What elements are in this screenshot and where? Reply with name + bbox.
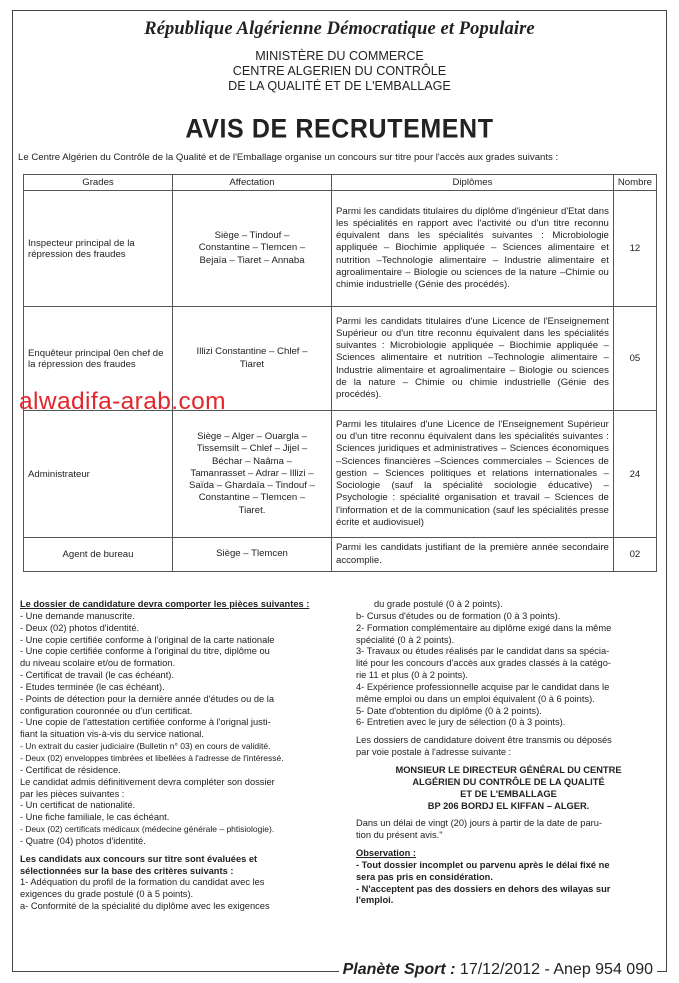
table-header-row	[24, 175, 657, 191]
newspaper-name: Planète Sport :	[342, 961, 456, 978]
diplomes-cell: Parmi les candidats titulaires du diplôme d'ingénieur d'Etat dans les spécialités en rapport avec l'activité ou d'un titre reconnu équivalent dans les spécialités suivantes : Microbiologie appliquée – Biochimie appliquée – Sciences alimentaire et nutrition –Technologie alimentaire – Industrie alimentaire et agroalimentaire – Biologie ou sciences de la nature –Chimie ou chimie industrielle (Génie des procédés).	[332, 191, 614, 307]
dossier-item: - Certificat de résidence.	[20, 764, 121, 775]
dossier-item: - Deux (02) enveloppes timbrées et libellées à l'adresse de l'intéressé.	[20, 752, 284, 763]
recruitment-notice-page	[12, 10, 667, 972]
address-line: BP 206 BORDJ EL KIFFAN – ALGER.	[427, 800, 590, 811]
affectation-line: Tiaret	[239, 358, 265, 370]
header-affectation: Affectation	[173, 175, 332, 191]
send-text: par voie postale à l'adresse suivante :	[356, 747, 512, 758]
ministry-heading	[13, 49, 666, 94]
grades-table	[23, 174, 657, 572]
criteria-item: exigences du grade postulé (0 à 5 points).	[20, 889, 194, 900]
republic-heading: République Algérienne Démocratique et Populaire	[144, 19, 535, 39]
affectation-line: Siège – Tindouf –	[214, 230, 290, 242]
observation-item: - Tout dossier incomplet ou parvenu après le délai fixé ne	[356, 859, 610, 870]
affectation-line: Constantine – Tlemcen –	[198, 242, 306, 254]
affectation-line: Illizi Constantine – Chlef –	[196, 346, 308, 358]
affectation-line: Siège – Alger – Ouargla –	[197, 431, 307, 443]
criteria-item: 2- Formation complémentaire au diplôme exigé dans la même	[356, 622, 612, 633]
send-text: Les dossiers de candidature doivent être transmis ou déposés	[356, 735, 612, 746]
criteria-item: b- Cursus d'études ou de formation (0 à 3 points).	[356, 610, 561, 621]
intro-text: Le Centre Algérien du Contrôle de la Qualité et de l'Emballage organise un concours sur titre pour l'accès aux grades suivants :	[18, 152, 559, 163]
table-row	[24, 538, 657, 572]
address-line: MONSIEUR LE DIRECTEUR GÉNÉRAL DU CENTRE	[395, 764, 622, 775]
dossier-item: - Une copie de l'attestation certifiée conforme à l'orignal justi-	[20, 717, 271, 728]
grade-cell: Inspecteur principal de la répression des fraudes	[24, 191, 173, 307]
dossier-item: - Deux (02) photos d'identité.	[20, 622, 140, 633]
left-column	[20, 599, 345, 913]
affectation-line: Béchar – Naâma –	[212, 455, 292, 467]
observation-item: l'emploi.	[356, 895, 394, 906]
header-diplomes: Diplômes	[332, 175, 614, 191]
grade-cell: Administrateur	[24, 411, 173, 538]
dossier-item: du niveau scolaire et/ou de formation.	[20, 658, 176, 669]
diplomes-cell: Parmi les candidats justifiant de la première année secondaire accomplie.	[332, 538, 614, 572]
admitted-item: - Une fiche familiale, le cas échéant.	[20, 812, 170, 823]
ministry-line: CENTRE ALGERIEN DU CONTRÔLE	[232, 64, 447, 78]
admitted-intro: Le candidat admis définitivement devra compléter son dossier	[20, 776, 275, 787]
criteria-item: même emploi ou dans un emploi équivalent (0 à 6 points).	[356, 693, 595, 704]
address-line: ALGÉRIEN DU CONTRÔLE DE LA QUALITÉ	[412, 776, 605, 787]
affectation-cell	[173, 191, 332, 307]
criteria-item: spécialité (0 à 2 points).	[356, 634, 455, 645]
affectation-line: Siège – Tlemcen	[216, 548, 288, 560]
affectation-line: Tiaret.	[238, 504, 266, 516]
nombre-cell: 05	[613, 307, 656, 411]
table-row	[24, 411, 657, 538]
dossier-item: - Une copie certifiée conforme à l'original du titre, diplôme ou	[20, 646, 270, 657]
nombre-cell: 12	[613, 191, 656, 307]
observation-item: - N'acceptent pas des dossiers en dehors des wilayas sur	[356, 883, 611, 894]
right-column	[356, 599, 661, 907]
criteria-item: 5- Date d'obtention du diplôme (0 à 2 points).	[356, 705, 542, 716]
criteria-item: a- Conformité de la spécialité du diplôme avec les exigences	[20, 901, 270, 912]
ministry-line: DE LA QUALITÉ ET DE L'EMBALLAGE	[228, 79, 451, 93]
dossier-item: - Une copie certifiée conforme à l'original de la carte nationale	[20, 634, 275, 645]
nombre-cell: 24	[613, 411, 656, 538]
notice-title: AVIS DE RECRUTEMENT	[185, 113, 494, 145]
publication-footer	[339, 961, 657, 979]
criteria-item: 6- Entretien avec le jury de sélection (0 à 3 points).	[356, 717, 566, 728]
dossier-item: - Points de détection pour la dernière année d'études ou de la	[20, 693, 275, 704]
observation-item: sera pas pris en considération.	[356, 871, 493, 882]
affectation-line: Tamanrasset – Adrar – Illizi –	[190, 467, 314, 479]
affectation-line: Bejaïa – Tiaret – Annaba	[199, 254, 305, 266]
admitted-item: - Quatre (04) photos d'identité.	[20, 835, 146, 846]
grade-cell: Enquêteur principal 0en chef de la répression des fraudes	[24, 307, 173, 411]
affectation-cell	[173, 538, 332, 572]
criteria-item: lité pour les concours d'accès aux grades classés à la catégo-	[356, 658, 611, 669]
deadline-text: tion du présent avis."	[356, 830, 443, 841]
publication-info: 17/12/2012 - Anep 954 090	[455, 961, 653, 978]
affectation-line: Saïda – Ghardaïa – Tindouf –	[189, 480, 315, 492]
header-grades: Grades	[24, 175, 173, 191]
dossier-item: configuration couronnée ou d'un certificat.	[20, 705, 193, 716]
diplomes-cell: Parmi les candidats titulaires d'une Licence de l'Enseignement Supérieur ou d'un titre reconnu équivalent dans les spécialités suivantes : Microbiologie appliquée – Biochimie appliquée – Sciences alimentaire et nutrition –Technologie alimentaire – Industrie alimentaire et agroalimentaire – Biologie ou sciences de la nature – Chimie ou chimie industrielle (Génie des procédés).	[332, 307, 614, 411]
deadline-text: Dans un délai de vingt (20) jours à partir de la date de paru-	[356, 818, 602, 829]
diplomes-cell: Parmi les titulaires d'une Licence de l'Enseignement Supérieur ou d'un titre reconnu équivalent dans les spécialités suivantes : Sciences juridiques et administratives – Sciences économiques –Sciences financières –Sciences commerciales – Sciences de gestion – Sciences politiques et relations internationales – Sociologie (sauf la spécialité sociologie éducative) – Psychologie : spécialité organisation et travail – Sciences de l'information et de la communication (sauf les spécialités presse écrite et audiovisuel)	[332, 411, 614, 538]
criteria-title: sélectionnées sur la base des critères suivants :	[20, 865, 234, 876]
watermark-text: alwadifa-arab.com	[19, 388, 226, 415]
criteria-item: 3- Travaux ou études réalisés par le candidat dans sa spécia-	[356, 646, 610, 657]
dossier-item: - Un extrait du casier judiciaire (Bulletin n° 03) en cours de validité.	[20, 741, 271, 752]
criteria-item: 4- Expérience professionnelle acquise par le candidat dans le	[356, 681, 610, 692]
table-row	[24, 191, 657, 307]
admitted-intro: par les pièces suivantes :	[20, 788, 125, 799]
criteria-item: 1- Adéquation du profil de la formation du candidat avec les	[20, 877, 265, 888]
criteria-item: du grade postulé (0 à 2 points).	[374, 599, 503, 609]
grade-cell: Agent de bureau	[24, 538, 173, 572]
dossier-item: - Etudes terminée (le cas échéant).	[20, 681, 165, 692]
dossier-title: Le dossier de candidature devra comporter les pièces suivantes :	[20, 599, 310, 609]
criteria-item: rie 11 et plus (0 à 2 points).	[356, 670, 468, 681]
nombre-cell: 02	[613, 538, 656, 572]
admitted-item: - Deux (02) certificats médicaux (médecine générale – phtisiologie).	[20, 824, 275, 835]
observation-title: Observation :	[356, 848, 416, 859]
dossier-item: - Certificat de travail (le cas échéant).	[20, 670, 174, 681]
address-line: ET DE L'EMBALLAGE	[460, 788, 557, 799]
header-nombre: Nombre	[613, 175, 656, 191]
affectation-line: Constantine – Tlemcen –	[198, 492, 306, 504]
dossier-item: fiant la situation vis-à-vis du service national.	[20, 729, 204, 740]
admitted-item: - Un certificat de nationalité.	[20, 800, 136, 811]
affectation-cell	[173, 411, 332, 538]
ministry-line: MINISTÈRE DU COMMERCE	[255, 49, 424, 63]
affectation-line: Tissemsilt – Chlef – Jijel –	[196, 443, 308, 455]
dossier-item: - Une demande manuscrite.	[20, 610, 135, 621]
criteria-title: Les candidats aux concours sur titre sont évaluées et	[20, 853, 258, 864]
